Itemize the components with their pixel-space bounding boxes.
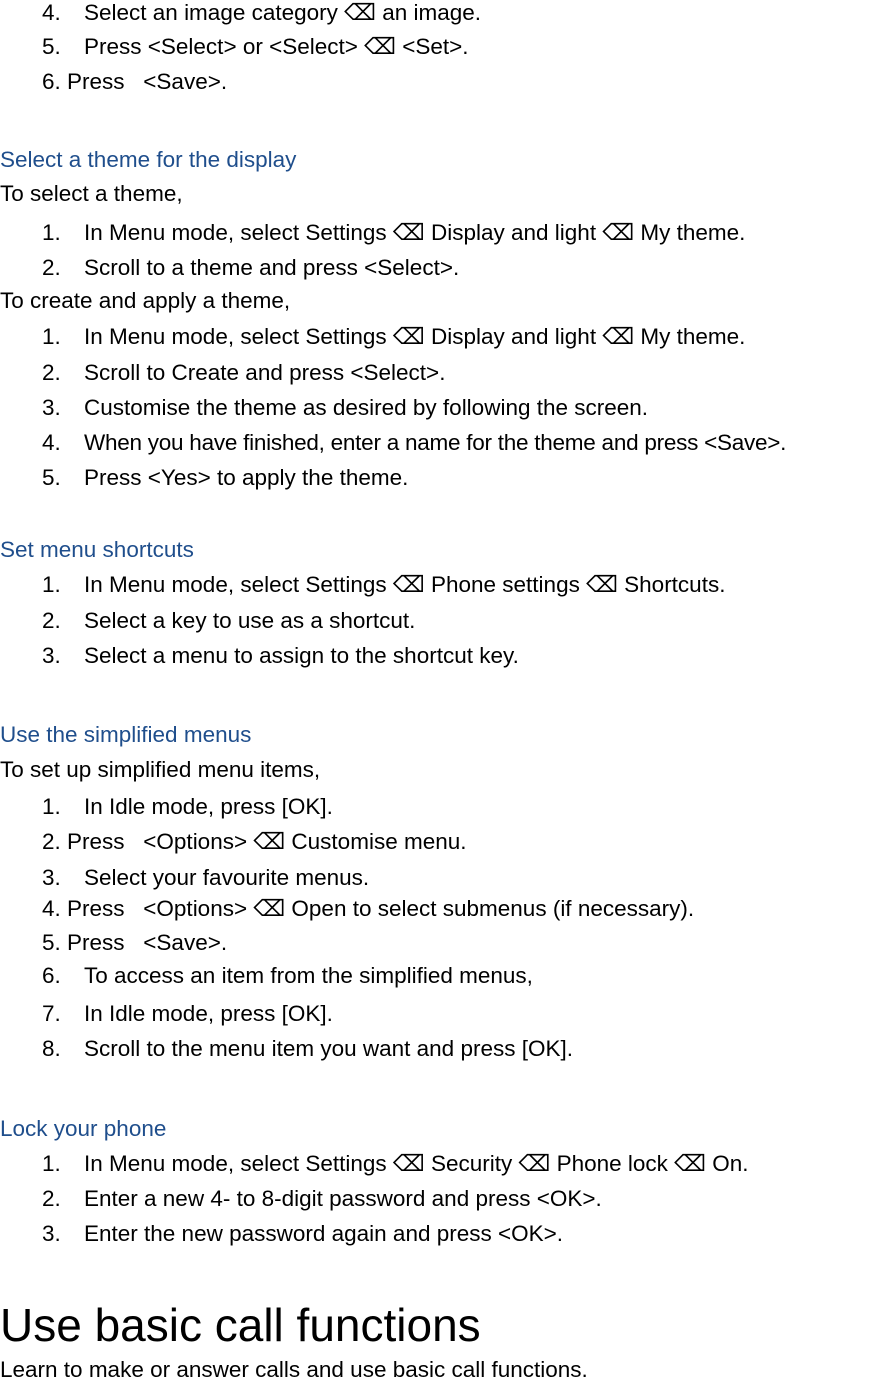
list-text: Enter the new password again and press <OK>.	[84, 1221, 564, 1246]
chapter-title: Use basic call functions	[0, 1299, 481, 1351]
list-text: Customise the theme as desired by following the screen.	[84, 395, 649, 420]
list-text: Scroll to the menu item you want and press [OK].	[84, 1036, 573, 1061]
list-number: 4.	[42, 430, 61, 455]
list-number: 2.	[42, 1186, 61, 1211]
list-number: 4.	[42, 0, 61, 25]
list-item	[42, 467, 408, 490]
list-item	[42, 257, 459, 280]
section-heading-lock: Lock your phone	[0, 1116, 167, 1141]
list-item	[42, 867, 369, 890]
list-number: 5.	[42, 465, 61, 490]
list-text: Press <Select> or <Select> ⌫ <Set>.	[84, 34, 469, 59]
list-item	[42, 222, 745, 245]
list-number: 3.	[42, 643, 61, 668]
list-item	[42, 645, 519, 668]
section-heading-simplified: Use the simplified menus	[0, 722, 252, 747]
list-text: Select an image category ⌫ an image.	[84, 0, 482, 25]
list-item: 4. Press <Options> ⌫ Open to select submenus (if necessary).	[42, 896, 695, 921]
list-text: To access an item from the simplified menus,	[84, 963, 533, 988]
list-number: 1.	[42, 572, 61, 597]
list-item: 6. Press <Save>.	[42, 69, 228, 94]
list-item	[42, 2, 481, 25]
list-item	[42, 1223, 563, 1246]
list-number: 1.	[42, 220, 61, 245]
section-heading-shortcuts: Set menu shortcuts	[0, 537, 194, 562]
list-number: 1.	[42, 324, 61, 349]
section-intro: To create and apply a theme,	[0, 288, 291, 313]
list-item	[42, 1188, 602, 1211]
list-number: 7.	[42, 1001, 61, 1026]
list-number: 2.	[42, 360, 61, 385]
list-item: 2. Press <Options> ⌫ Customise menu.	[42, 829, 467, 854]
list-item	[42, 397, 648, 420]
section-heading-theme: Select a theme for the display	[0, 147, 297, 172]
list-number: 2.	[42, 608, 61, 633]
list-item: 5. Press <Save>.	[42, 930, 228, 955]
list-item	[42, 610, 415, 633]
list-number: 3.	[42, 395, 61, 420]
list-item	[42, 326, 745, 349]
list-number: 3.	[42, 1221, 61, 1246]
section-intro: To set up simplified menu items,	[0, 757, 321, 782]
list-text: Select your favourite menus.	[84, 865, 370, 890]
list-text: Select a key to use as a shortcut.	[84, 608, 416, 633]
list-text: In Idle mode, press [OK].	[84, 1001, 333, 1026]
list-item	[42, 796, 333, 819]
list-item	[42, 1038, 573, 1061]
list-item	[42, 965, 533, 988]
list-number: 6.	[42, 963, 61, 988]
list-number: 5.	[42, 34, 61, 59]
list-text: In Menu mode, select Settings ⌫ Phone settings ⌫ Shortcuts.	[84, 572, 726, 597]
list-text: Scroll to a theme and press <Select>.	[84, 255, 460, 280]
list-item	[42, 1003, 333, 1026]
list-item	[42, 1153, 749, 1176]
list-item	[42, 432, 786, 455]
section-intro: To select a theme,	[0, 181, 183, 206]
list-text: In Idle mode, press [OK].	[84, 794, 333, 819]
list-text: In Menu mode, select Settings ⌫ Display and light ⌫ My theme.	[84, 324, 746, 349]
list-item	[42, 36, 469, 59]
list-text: When you have finished, enter a name for the theme and press <Save>.	[84, 430, 787, 455]
list-text: Select a menu to assign to the shortcut key.	[84, 643, 519, 668]
list-text: Press <Yes> to apply the theme.	[84, 465, 409, 490]
list-number: 1.	[42, 794, 61, 819]
list-item	[42, 362, 445, 385]
list-number: 8.	[42, 1036, 61, 1061]
list-number: 3.	[42, 865, 61, 890]
chapter-subtitle: Learn to make or answer calls and use basic call functions.	[0, 1357, 588, 1382]
list-number: 1.	[42, 1151, 61, 1176]
list-item	[42, 574, 725, 597]
list-text: In Menu mode, select Settings ⌫ Security ⌫ Phone lock ⌫ On.	[84, 1151, 749, 1176]
list-text: Enter a new 4- to 8-digit password and press <OK>.	[84, 1186, 602, 1211]
list-number: 2.	[42, 255, 61, 280]
list-text: Scroll to Create and press <Select>.	[84, 360, 446, 385]
list-text: In Menu mode, select Settings ⌫ Display and light ⌫ My theme.	[84, 220, 746, 245]
